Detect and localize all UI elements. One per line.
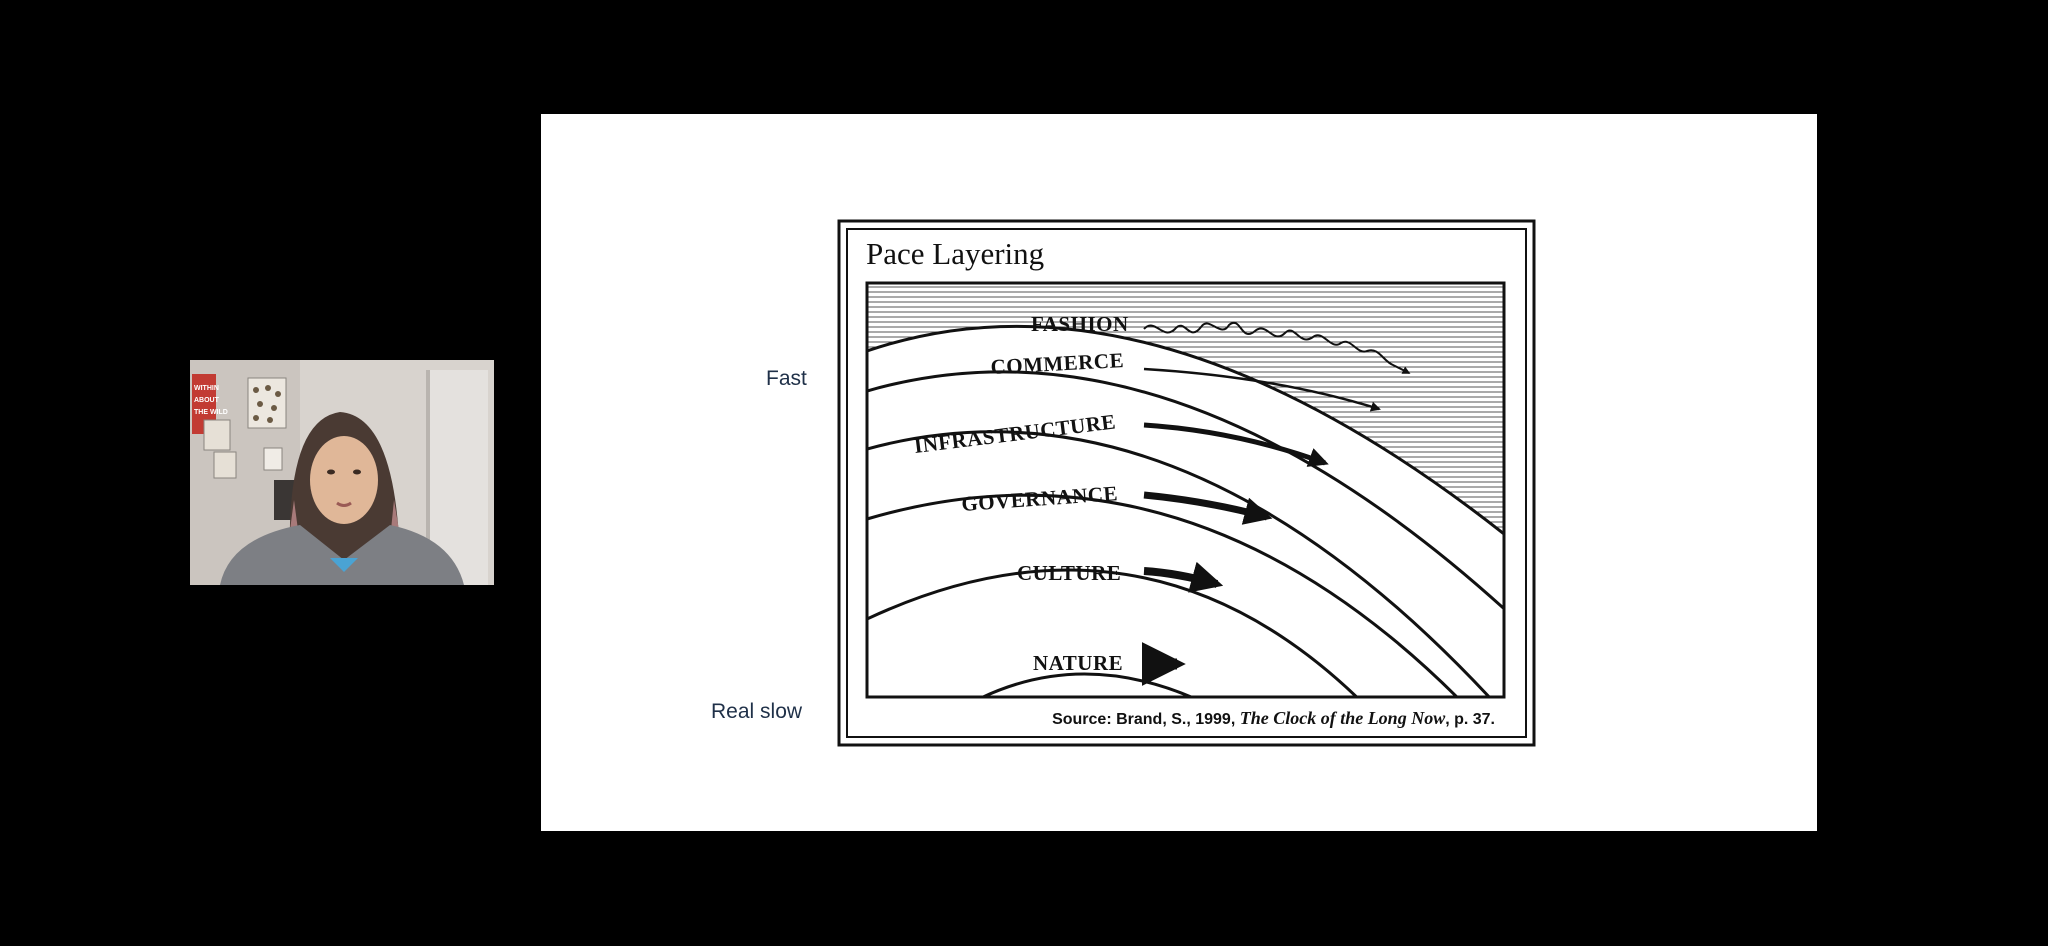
slow-label: Real slow — [711, 700, 803, 723]
poster-line: WITHIN — [194, 385, 219, 392]
pace-layering-figure — [837, 219, 1537, 749]
source-book: The Clock of the Long Now — [1239, 708, 1446, 728]
fast-label: Fast — [766, 367, 807, 390]
layer-label-commerce: COMMERCE — [990, 348, 1125, 379]
poster-line: THE WILD — [194, 409, 228, 416]
source-caption — [1052, 708, 1495, 728]
presentation-slide — [541, 114, 1817, 831]
figure-title: Pace Layering — [866, 236, 1045, 271]
participant-video-frame — [190, 360, 494, 585]
layer-label-nature: NATURE — [1033, 651, 1124, 675]
participant-video[interactable] — [190, 360, 494, 585]
source-prefix: Source: Brand, S., 1999, — [1052, 711, 1240, 728]
source-suffix: , p. 37. — [1445, 711, 1495, 728]
layer-label-governance: GOVERNANCE — [960, 481, 1119, 516]
layer-label-fashion: FASHION — [1031, 312, 1129, 336]
layer-label-infrastructure: INFRASTRUCTURE — [912, 409, 1118, 458]
poster-line: ABOUT — [194, 397, 219, 404]
layer-label-culture: CULTURE — [1017, 561, 1122, 585]
